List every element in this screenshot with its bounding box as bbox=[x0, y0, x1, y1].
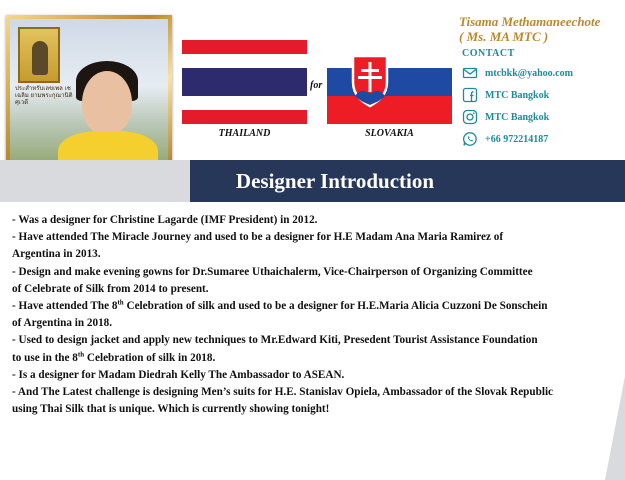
intro-line: to use in the 8th Celebration of silk in 2018. bbox=[12, 349, 216, 364]
contact-facebook-text: MTC Bangkok bbox=[485, 89, 550, 101]
contact-email[interactable] bbox=[462, 65, 573, 81]
contact-facebook[interactable] bbox=[462, 87, 549, 103]
intro-line: of Celebrate of Silk from 2014 to present. bbox=[12, 282, 209, 295]
intro-line: - And The Latest challenge is designing Men’s suits for H.E. Stanislav Opiela, Ambassador of the Slovak Republic bbox=[12, 386, 554, 399]
designer-photo-frame bbox=[6, 15, 172, 173]
contact-whatsapp[interactable] bbox=[462, 131, 548, 147]
designer-name: Tisama Methamaneechote bbox=[459, 14, 601, 29]
section-title: Designer Introduction bbox=[235, 169, 435, 193]
contact-phone-text: +66 972214187 bbox=[485, 133, 549, 145]
intro-line: of Argentina in 2018. bbox=[12, 317, 113, 330]
intro-line: - Was a designer for Christine Lagarde (IMF President) in 2012. bbox=[12, 214, 318, 226]
thailand-label: THAILAND bbox=[218, 128, 271, 139]
contact-heading: CONTACT bbox=[462, 48, 515, 59]
intro-line: using Thai Silk that is unique. Which is currently showing tonight! bbox=[12, 403, 330, 416]
intro-line: - Used to design jacket and apply new techniques to Mr.Edward Kiti, Presedent Tourist Assistance Foundation bbox=[12, 334, 538, 347]
contact-instagram[interactable] bbox=[462, 109, 549, 125]
royal-portrait bbox=[18, 27, 60, 83]
slovakia-label: SLOVAKIA bbox=[365, 128, 414, 139]
designer-alias: ( Ms. MA MTC ) bbox=[459, 29, 549, 44]
decorative-corner bbox=[605, 376, 625, 480]
whatsapp-icon bbox=[462, 131, 478, 147]
intro-line: - Have attended The Miracle Journey and used to be a designer for H.E Madam Ana Maria Ramirez of bbox=[12, 231, 504, 244]
contact-email-text: mtcbkk@yahoo.com bbox=[485, 67, 573, 79]
designer-name-block bbox=[459, 14, 600, 44]
contact-instagram-text: MTC Bangkok bbox=[485, 111, 550, 123]
facebook-icon bbox=[462, 87, 478, 103]
intro-line: - Is a designer for Madam Diedrah Kelly The Ambassador to ASEAN. bbox=[12, 368, 345, 381]
thailand-flag bbox=[182, 40, 307, 124]
intro-line: - Have attended The 8th Celebration of silk and used to be a designer for H.E.Maria Alicia Cuzzoni De Sonschein bbox=[12, 298, 548, 313]
intro-line: - Design and make evening gowns for Dr.Sumaree Uthaichalerm, Vice-Chairperson of Organizing Committee bbox=[12, 265, 533, 278]
instagram-icon bbox=[462, 109, 478, 125]
title-band-left bbox=[0, 160, 190, 202]
intro-line: Argentina in 2013. bbox=[12, 248, 101, 261]
for-connector: for bbox=[310, 80, 323, 91]
intro-text bbox=[12, 212, 615, 418]
photo-caption: ประสำหรับเลขเพล เชเฉลิม ยามพระกุณานิติศุเวดี bbox=[15, 85, 73, 106]
designer-photo bbox=[10, 19, 168, 169]
mail-icon bbox=[462, 65, 478, 81]
slovakia-flag bbox=[327, 40, 452, 124]
